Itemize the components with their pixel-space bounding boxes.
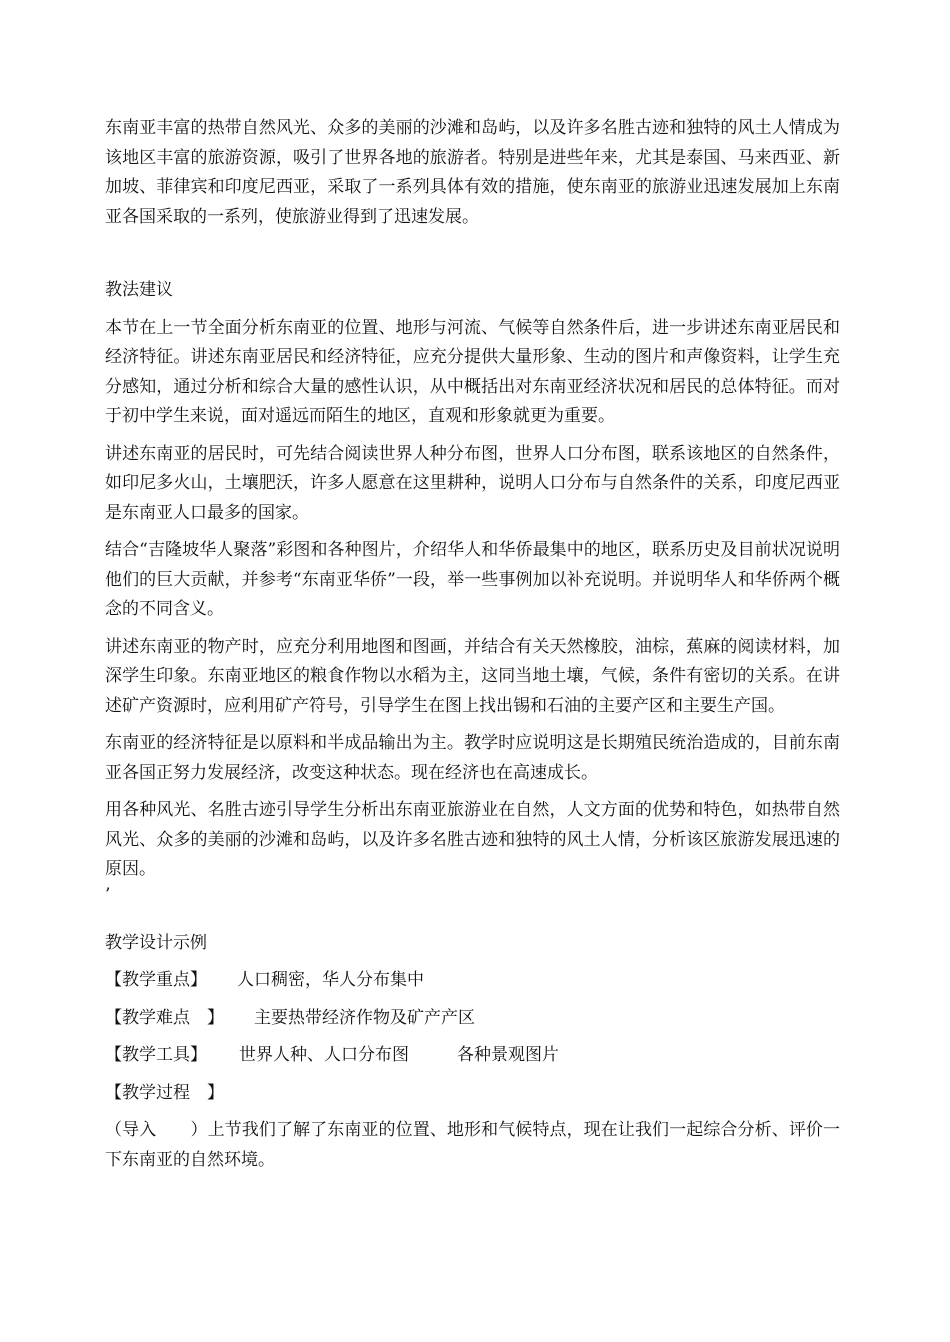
stray-mark: ’ <box>105 884 111 905</box>
process-label: 【教学过程 】 <box>105 1082 224 1103</box>
lead-in-text: 上节我们了解了东南亚的位置、地形和气候特点，现在让我们一起综合分析、评价一下东南亚的自然环境。 <box>105 1120 841 1170</box>
spacer <box>105 528 840 536</box>
difficulty-row <box>105 1004 840 1034</box>
process-row <box>105 1079 840 1109</box>
methods-paragraph-2: 讲述东南亚的居民时，可先结合阅读世界人种分布图，世界人口分布图，联系该地区的自然条件，如印尼多火山，土壤肥沃，许多人愿意在这里耕种，说明人口分布与自然条件的关系，印度尼西亚是东南亚人口最多的国家。 <box>105 443 840 523</box>
methods-paragraph-1: 本节在上一节全面分析东南亚的位置、地形与河流、气候等自然条件后，进一步讲述东南亚居民和经济特征。讲述东南亚居民和经济特征，应充分提供大量形象、生动的图片和声像资料，让学生充分感知，通过分析和综合大量的感性认识，从中概括出对东南亚经济状况和居民的总体特征。而对于初中学生来说，面对遥远而陌生的地区，直观和形象就更为重要。 <box>105 317 840 426</box>
spacer <box>105 788 840 796</box>
spacer <box>105 432 840 440</box>
lead-in-label: （导入 ） <box>105 1120 208 1140</box>
tools-label: 【教学工具】 <box>105 1045 207 1065</box>
tools-value-2: 各种景观图片 <box>457 1045 559 1065</box>
difficulty-value: 主要热带经济作物及矿产产区 <box>254 1007 475 1028</box>
key-point-label: 【教学重点】 <box>105 970 207 990</box>
spacer <box>105 1033 840 1041</box>
spacer <box>105 232 840 276</box>
spacer <box>105 625 840 633</box>
spacer <box>105 1071 840 1079</box>
methods-paragraph-4: 讲述东南亚的物产时，应充分利用地图和图画，并结合有关天然橡胶，油棕，蕉麻的阅读材料，加深学生印象。东南亚地区的粮食作物以水稻为主，这同当地土壤，气候，条件有密切的关系。在讲述矿产资源时，应利用矿产符号，引导学生在图上找出锡和石油的主要产区和主要生产国。 <box>105 636 840 716</box>
spacer <box>105 1108 840 1116</box>
methods-heading: 教法建议 <box>105 280 173 300</box>
design-heading: 教学设计示例 <box>105 932 207 953</box>
document-page <box>105 114 840 1175</box>
methods-paragraph-6: 用各种风光、名胜古迹引导学生分析出东南亚旅游业在自然，人文方面的优势和特色，如热带自然风光、众多的美丽的沙滩和岛屿，以及许多名胜古迹和独特的风土人情，分析该区旅游发展迅速的原因。 <box>105 800 840 879</box>
methods-paragraph-3: 结合“吉隆坡华人聚落”彩图和各种图片，介绍华人和华侨最集中的地区，联系历史及目前状况说明他们的巨大贡献，并参考“东南亚华侨”一段，举一些事例加以补充说明。并说明华人和华侨两个概念的不同含义。 <box>105 540 840 619</box>
spacer <box>105 996 840 1004</box>
spacer <box>105 907 840 929</box>
spacer <box>105 721 840 729</box>
key-point-value: 人口稠密，华人分布集中 <box>237 970 424 990</box>
tools-row <box>105 1041 840 1071</box>
lead-in-paragraph <box>105 1116 840 1175</box>
methods-paragraph-5: 东南亚的经济特征是以原料和半成品输出为主。教学时应说明这是长期殖民统治造成的，目前东南亚各国正努力发展经济，改变这种状态。现在经济也在高速成长。 <box>105 733 840 783</box>
spacer <box>105 958 840 966</box>
difficulty-label: 【教学难点 】 <box>105 1007 224 1028</box>
tools-value-1: 世界人种、人口分布图 <box>239 1045 409 1065</box>
spacer <box>105 306 840 314</box>
key-point-row <box>105 966 840 996</box>
intro-paragraph: 东南亚丰富的热带自然风光、众多的美丽的沙滩和岛屿，以及许多名胜古迹和独特的风土人情成为该地区丰富的旅游资源，吸引了世界各地的旅游者。特别是进些年来，尤其是泰国、马来西亚、新加坡、菲律宾和印度尼西亚，采取了一系列具体有效的措施，使东南亚的旅游业迅速发展加上东南亚各国采取的一系列，使旅游业得到了迅速发展。 <box>105 118 840 227</box>
